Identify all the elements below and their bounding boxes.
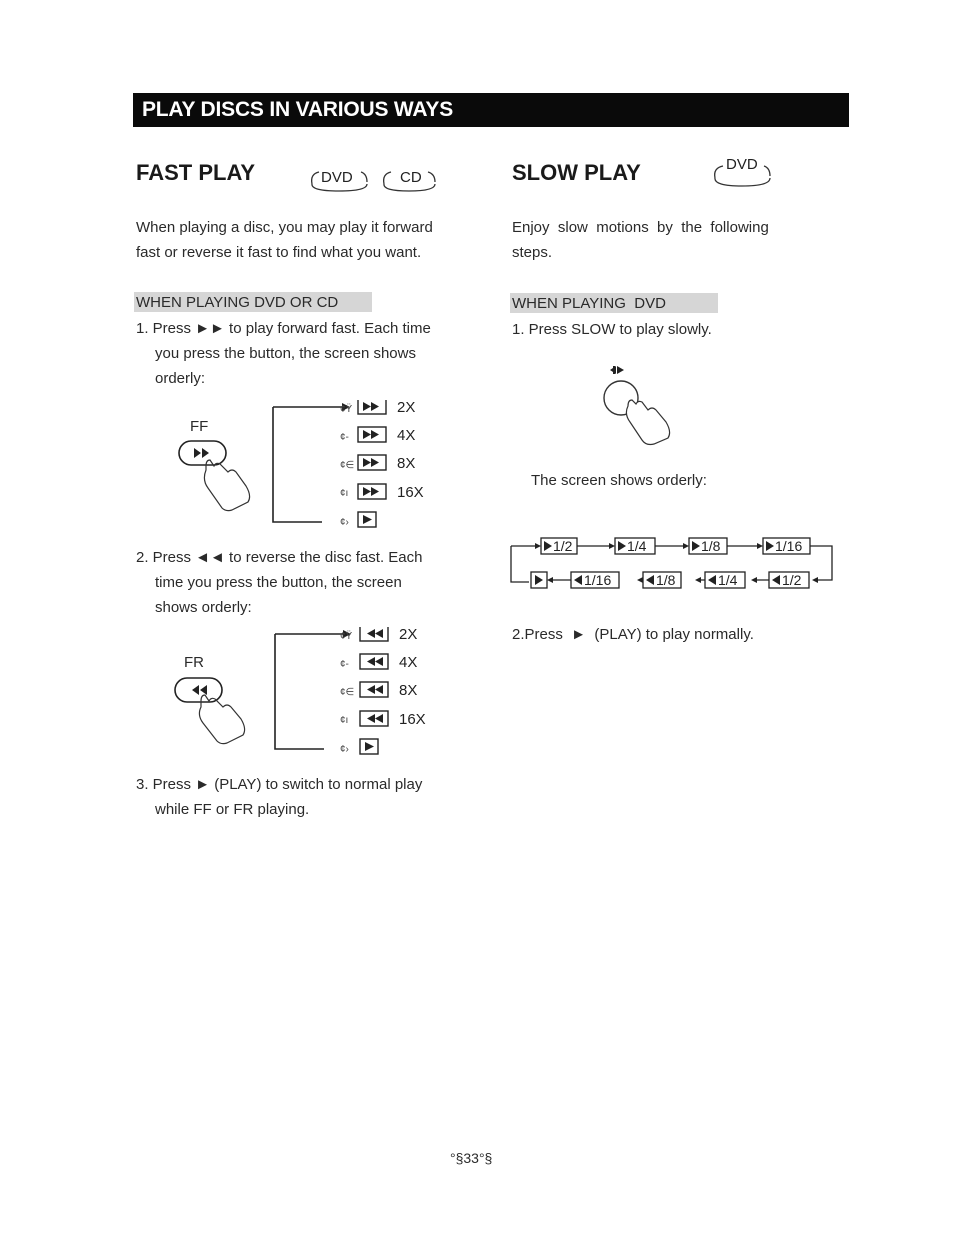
slow-sequence-diagram (505, 532, 845, 594)
svg-text:¢ı: ¢ı (340, 715, 349, 726)
fr-diagram (165, 627, 440, 757)
section-label-fast: WHEN PLAYING DVD OR CD (136, 294, 339, 311)
ff-step-2x: 2X (397, 400, 416, 416)
svg-text:¢∈: ¢∈ (340, 460, 355, 471)
fast-step2-line1: 2. Press ◄◄ to reverse the disc fast. Each (136, 549, 423, 566)
fr-step-8x: 8X (399, 682, 418, 699)
fr-step-16x: 16X (399, 711, 426, 728)
fr-step-2x: 2X (399, 627, 418, 643)
svg-text:¢Ÿ: ¢Ÿ (340, 631, 353, 642)
fast-step3-line2: while FF or FR playing. (155, 801, 310, 818)
slow-fwd-1-16: 1/16 (775, 538, 803, 554)
slow-step1: 1. Press SLOW to play slowly. (512, 321, 712, 338)
hand-icon-slow (626, 400, 669, 445)
fast-step1-line2: you press the button, the screen shows (155, 345, 416, 362)
page-number: °§33°§ (450, 1150, 493, 1166)
ff-step-8x: 8X (397, 455, 416, 472)
slow-intro-line2: steps. (512, 244, 553, 261)
section-label-slow: WHEN PLAYING DVD (512, 295, 666, 312)
ff-label: FF (190, 418, 209, 435)
slow-rev-1-8: 1/8 (656, 572, 676, 588)
fast-play-title: FAST PLAY (136, 160, 255, 185)
dvd-badge-slow: DVD (726, 156, 758, 173)
svg-text:¢-: ¢- (340, 659, 349, 670)
fr-label: FR (184, 654, 204, 671)
slow-intro-line1: Enjoy slow motions by the following (512, 219, 769, 236)
fast-intro-line1: When playing a disc, you may play it forward (136, 219, 433, 236)
slow-button-diagram (598, 362, 678, 457)
section-banner (133, 93, 849, 127)
slow-fwd-1-2: 1/2 (553, 538, 573, 554)
fast-step2 (136, 545, 476, 620)
svg-text:¢ı: ¢ı (340, 488, 349, 499)
svg-text:¢∈: ¢∈ (340, 687, 355, 698)
fast-step2-line2: time you press the button, the screen (155, 574, 402, 591)
fast-step1 (136, 316, 476, 391)
fast-step1-line1: 1. Press ►► to play forward fast. Each time (136, 320, 431, 337)
screen-shows-text: The screen shows orderly: (531, 472, 707, 489)
svg-text:¢›: ¢› (340, 517, 349, 528)
slow-fwd-1-4: 1/4 (627, 538, 647, 554)
slow-icon (610, 366, 624, 374)
ff-step-4x: 4X (397, 427, 416, 444)
slow-fwd-1-8: 1/8 (701, 538, 721, 554)
svg-text:¢Ÿ: ¢Ÿ (340, 404, 353, 415)
cd-badge-fast: CD (400, 169, 422, 186)
slow-step2: 2.Press ► (PLAY) to play normally. (512, 626, 754, 643)
dvd-badge-slow-wrap (710, 152, 780, 190)
disc-badges (307, 160, 447, 196)
fast-step3 (136, 772, 476, 822)
fast-step1-line3: orderly: (155, 370, 206, 387)
slow-play-intro (512, 215, 812, 265)
dvd-badge-fast: DVD (321, 169, 353, 186)
slow-rev-1-16: 1/16 (584, 572, 612, 588)
ff-step-16x: 16X (397, 484, 424, 501)
fast-play-intro (136, 215, 472, 265)
svg-text:¢-: ¢- (340, 432, 349, 443)
slow-rev-1-4: 1/4 (718, 572, 738, 588)
fast-intro-line2: fast or reverse it fast to find what you want. (136, 244, 422, 261)
banner-title: PLAY DISCS IN VARIOUS WAYS (142, 98, 454, 121)
slow-play-title: SLOW PLAY (512, 160, 641, 185)
ff-diagram (170, 400, 440, 528)
fr-step-4x: 4X (399, 654, 418, 671)
hand-icon-ff (204, 460, 249, 511)
fast-step2-line3: shows orderly: (155, 599, 252, 616)
slow-rev-1-2: 1/2 (782, 572, 802, 588)
fast-step3-line1: 3. Press ► (PLAY) to switch to normal play (136, 776, 423, 793)
svg-text:¢›: ¢› (340, 744, 349, 755)
